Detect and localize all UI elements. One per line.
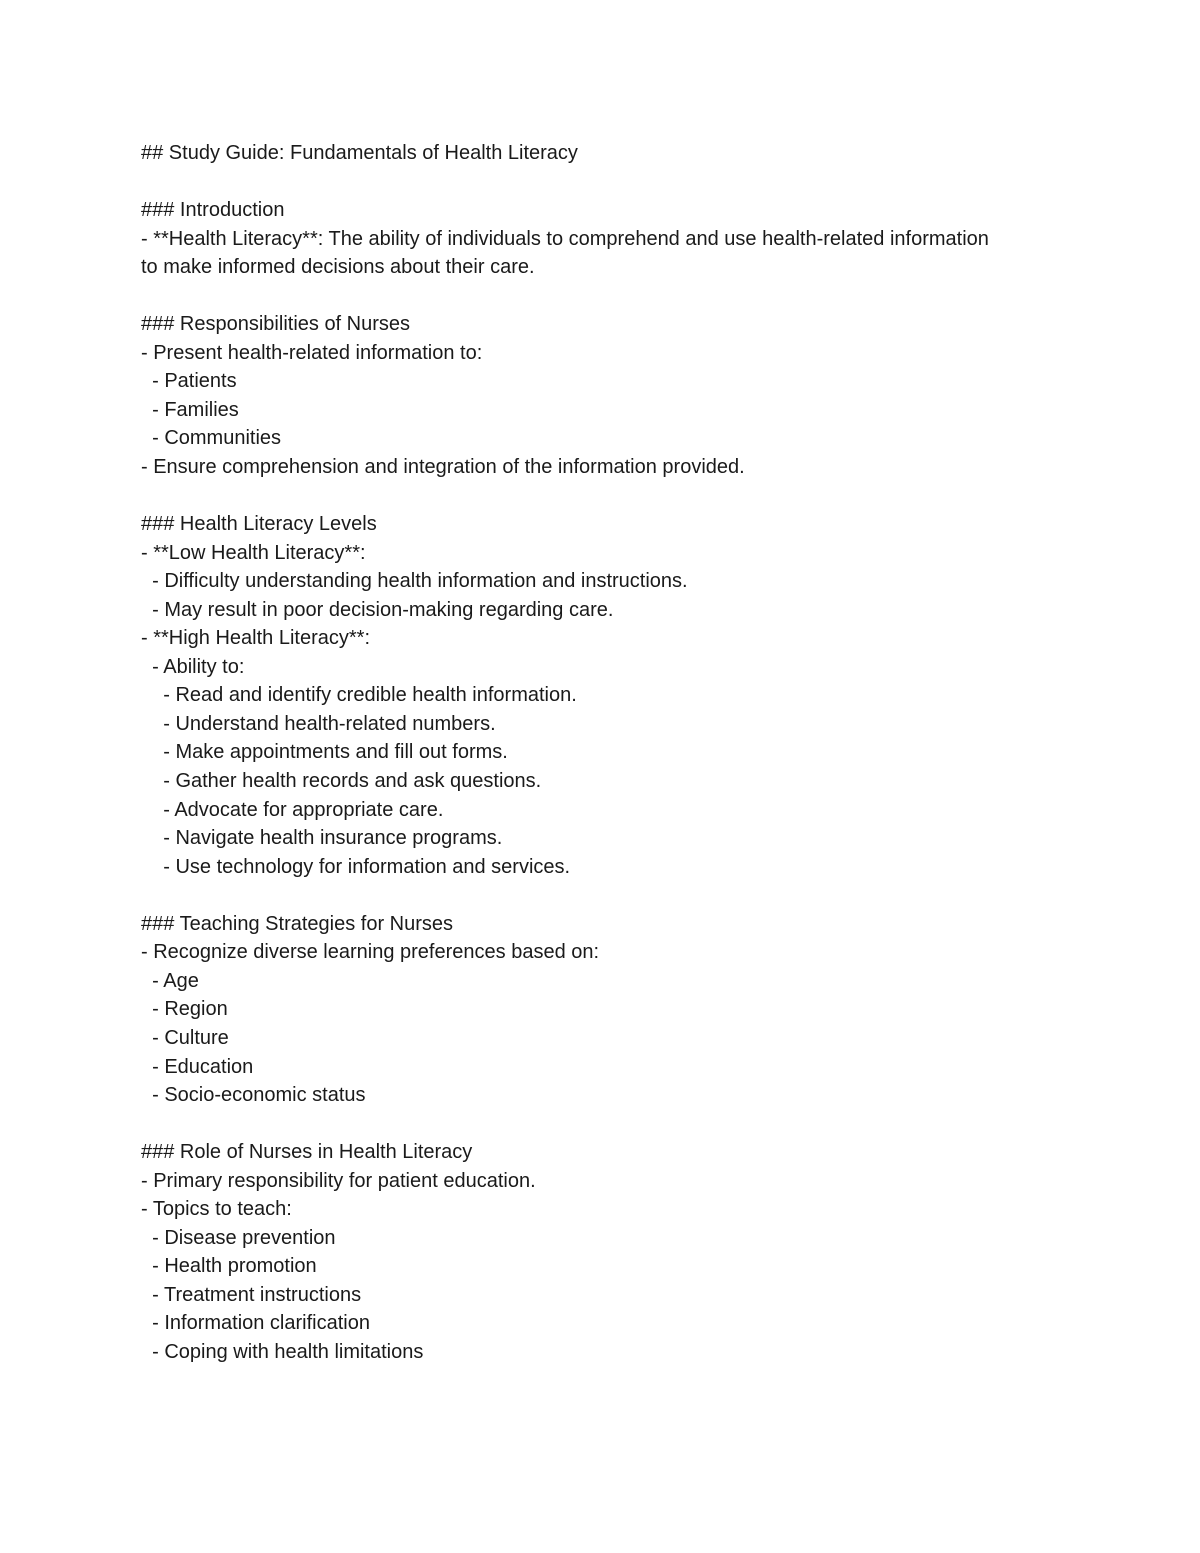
list-item: - Make appointments and fill out forms. [141, 741, 508, 764]
list-item: - Health promotion [141, 1255, 317, 1278]
list-item: - May result in poor decision-making regarding care. [141, 598, 614, 621]
list-item: - Culture [141, 1026, 229, 1049]
list-item: - Treatment instructions [141, 1283, 362, 1306]
list-item: - Communities [141, 427, 282, 450]
list-item: - Information clarification [141, 1312, 370, 1335]
list-item: - Families [141, 398, 239, 421]
list-item: - Topics to teach: [141, 1198, 292, 1221]
list-item: - Use technology for information and services. [141, 855, 571, 878]
section-heading-teaching-strategies: ### Teaching Strategies for Nurses [141, 912, 454, 935]
list-item: - Region [141, 998, 228, 1021]
section-heading-responsibilities: ### Responsibilities of Nurses [141, 313, 411, 336]
text-line: - **Health Literacy**: The ability of individuals to comprehend and use health-related information [141, 227, 989, 250]
section-heading-literacy-levels: ### Health Literacy Levels [141, 513, 377, 536]
list-item: - Age [141, 969, 199, 992]
list-item: - Ensure comprehension and integration of the information provided. [141, 456, 745, 479]
list-item: - **Low Health Literacy**: [141, 541, 366, 564]
list-item: - Difficulty understanding health information and instructions. [141, 570, 688, 593]
list-item: - Disease prevention [141, 1226, 336, 1249]
text-line: to make informed decisions about their care. [141, 256, 535, 279]
list-item: - Patients [141, 370, 237, 393]
list-item: - Coping with health limitations [141, 1340, 424, 1363]
document-title: ## Study Guide: Fundamentals of Health Literacy [141, 142, 578, 164]
list-item: - Socio-economic status [141, 1084, 366, 1107]
list-item: - Present health-related information to: [141, 341, 483, 364]
spacer [141, 482, 1081, 511]
list-item: - **High Health Literacy**: [141, 627, 370, 650]
list-item: - Ability to: [141, 655, 245, 678]
list-item: - Recognize diverse learning preferences based on: [141, 941, 600, 964]
section-heading-role-of-nurses: ### Role of Nurses in Health Literacy [141, 1141, 473, 1164]
list-item: - Navigate health insurance programs. [141, 827, 503, 850]
list-item: - Primary responsibility for patient education. [141, 1169, 536, 1192]
spacer [141, 282, 1081, 311]
list-item: - Read and identify credible health information. [141, 684, 577, 707]
list-item: - Understand health-related numbers. [141, 712, 496, 735]
spacer [141, 1110, 1081, 1139]
list-item: - Education [141, 1055, 254, 1078]
section-heading-introduction: ### Introduction [141, 199, 285, 222]
spacer [141, 168, 1081, 197]
list-item: - Gather health records and ask questions. [141, 770, 542, 793]
document-body [141, 139, 1081, 1367]
list-item: - Advocate for appropriate care. [141, 798, 444, 821]
spacer [141, 881, 1081, 910]
